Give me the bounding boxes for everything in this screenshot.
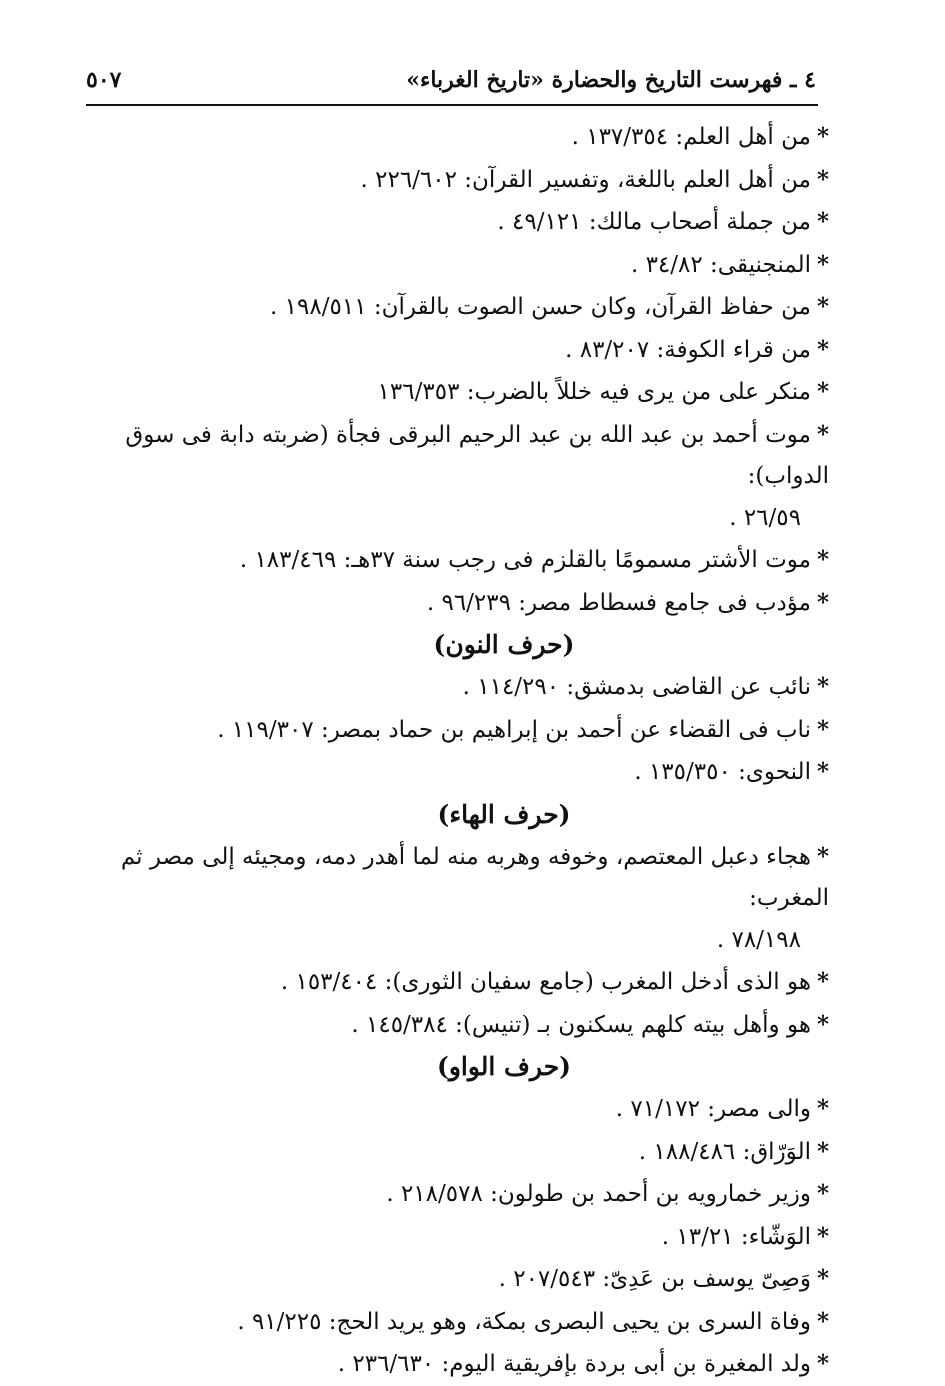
index-entry — [69, 539, 829, 582]
index-entry — [69, 244, 829, 287]
entry-text: المنجنيقى: ٣٤/٨٢ . — [630, 251, 811, 278]
entry-text: الوَرّاق: ١٨٨/٤٨٦ . — [638, 1138, 811, 1165]
index-entry — [69, 1004, 829, 1047]
index-entry — [69, 709, 829, 752]
header-rule — [86, 104, 818, 106]
index-entry — [69, 961, 829, 1004]
section-heading-ha: (حرف الهاء) — [437, 799, 571, 829]
entry-text: ولد المغيرة بن أبى بردة بإفريقية اليوم: ٢٣٦/٦٣٠ . — [337, 1351, 811, 1377]
entry-text: مؤدب فى جامع فسطاط مصر: ٩٦/٢٣٩ . — [426, 589, 811, 616]
bullet-star: * — [816, 1350, 829, 1377]
index-entry — [69, 1343, 829, 1386]
bullet-star: * — [816, 208, 829, 235]
entry-continuation: ٧٨/١٩٨ . — [716, 926, 801, 953]
bullet-star: * — [816, 588, 829, 616]
index-entry — [69, 371, 829, 414]
bullet-star: * — [816, 293, 829, 320]
entry-text: من جملة أصحاب مالك: ٤٩/١٢١ . — [497, 209, 811, 235]
bullet-star: * — [816, 1095, 829, 1122]
section-heading-waw: (حرف الواو) — [436, 1052, 572, 1081]
bullet-star: * — [816, 758, 829, 785]
bullet-star: * — [816, 250, 829, 278]
page-number: ٥٠٧ — [86, 67, 122, 93]
index-entry — [69, 159, 829, 202]
entry-continuation: ٢٦/٥٩ . — [729, 504, 801, 531]
entry-text: من أهل العلم: ١٣٧/٣٥٤ . — [571, 124, 811, 150]
bullet-star: * — [816, 123, 829, 150]
entry-text: النحوى: ١٣٥/٣٥٠ . — [634, 759, 811, 785]
entry-text: موت أحمد بن عبد الله بن عبد الرحيم البرقى فجأة (ضربته دابة فى سوق الدواب): — [125, 421, 829, 489]
entry-text: هجاء دعبل المعتصم، وخوفه وهربه منه لما أهدر دمه، ومجيئه إلى مصر ثم المغرب: — [120, 843, 829, 911]
bullet-star: * — [816, 968, 829, 995]
entry-text: وزير خمارويه بن أحمد بن طولون: ٢١٨/٥٧٨ . — [386, 1181, 811, 1207]
index-entry — [69, 116, 829, 159]
entry-text: ناب فى القضاء عن أحمد بن إبراهيم بن حماد بمصر: ١١٩/٣٠٧ . — [217, 716, 811, 743]
bullet-star: * — [816, 1010, 829, 1038]
entry-text: الوَشّاء: ١٣/٢١ . — [661, 1223, 811, 1250]
index-entry — [69, 1088, 829, 1131]
index-entry — [69, 1131, 829, 1174]
index-entry — [69, 286, 829, 329]
bullet-star: * — [816, 378, 829, 405]
index-entry — [69, 582, 829, 625]
index-content — [69, 116, 829, 1386]
index-entry — [69, 1216, 829, 1259]
section-heading-nun: (حرف النون) — [433, 630, 575, 659]
entry-text: وَصِىّ يوسف بن عَدِىّ: ٢٠٧/٥٤٣ . — [498, 1266, 811, 1292]
bullet-star: * — [816, 673, 829, 700]
index-entry — [69, 751, 829, 794]
header-title: ٤ ـ فهرست التاريخ والحضارة «تاريخ الغرباء» — [406, 67, 816, 93]
running-header — [86, 62, 816, 98]
bullet-star: * — [816, 1265, 829, 1292]
bullet-star: * — [816, 842, 829, 870]
bullet-star: * — [816, 420, 829, 448]
entry-text: من أهل العلم باللغة، وتفسير القرآن: ٢٢٦/٦٠٢ . — [360, 166, 811, 193]
index-entry — [69, 1173, 829, 1216]
entry-text: هو وأهل بيته كلهم يسكنون بـ (تنيس): ١٤٥/٣٨٤ . — [351, 1011, 811, 1038]
index-entry — [69, 201, 829, 244]
entry-text: منكر على من يرى فيه خللاً بالضرب: ١٣٦/٣٥٣ — [377, 379, 811, 405]
index-entry — [69, 329, 829, 372]
bullet-star: * — [816, 165, 829, 193]
bullet-star: * — [816, 1307, 829, 1335]
entry-text: هو الذى أدخل المغرب (جامع سفيان الثورى): ١٥٣/٤٠٤ . — [280, 969, 811, 995]
entry-text: من قراء الكوفة: ٨٣/٢٠٧ . — [565, 336, 811, 363]
entry-text: موت الأشتر مسمومًا بالقلزم فى رجب سنة ٣٧هـ: ١٨٣/٤٦٩ . — [239, 547, 811, 573]
bullet-star: * — [816, 1180, 829, 1207]
bullet-star: * — [816, 1222, 829, 1250]
bullet-star: * — [816, 715, 829, 743]
index-entry — [69, 666, 829, 709]
index-entry — [69, 836, 829, 962]
bullet-star: * — [816, 546, 829, 573]
entry-text: نائب عن القاضى بدمشق: ١١٤/٢٩٠ . — [462, 674, 811, 700]
bullet-star: * — [816, 335, 829, 363]
index-entry — [69, 1258, 829, 1301]
index-entry — [69, 1301, 829, 1344]
bullet-star: * — [816, 1137, 829, 1165]
entry-text: وفاة السرى بن يحيى البصرى بمكة، وهو يريد الحج: ٩١/٢٢٥ . — [237, 1308, 811, 1335]
entry-text: والى مصر: ٧١/١٧٢ . — [615, 1096, 811, 1122]
entry-text: من حفاظ القرآن، وكان حسن الصوت بالقرآن: ١٩٨/٥١١ . — [270, 294, 811, 320]
index-entry — [69, 414, 829, 540]
